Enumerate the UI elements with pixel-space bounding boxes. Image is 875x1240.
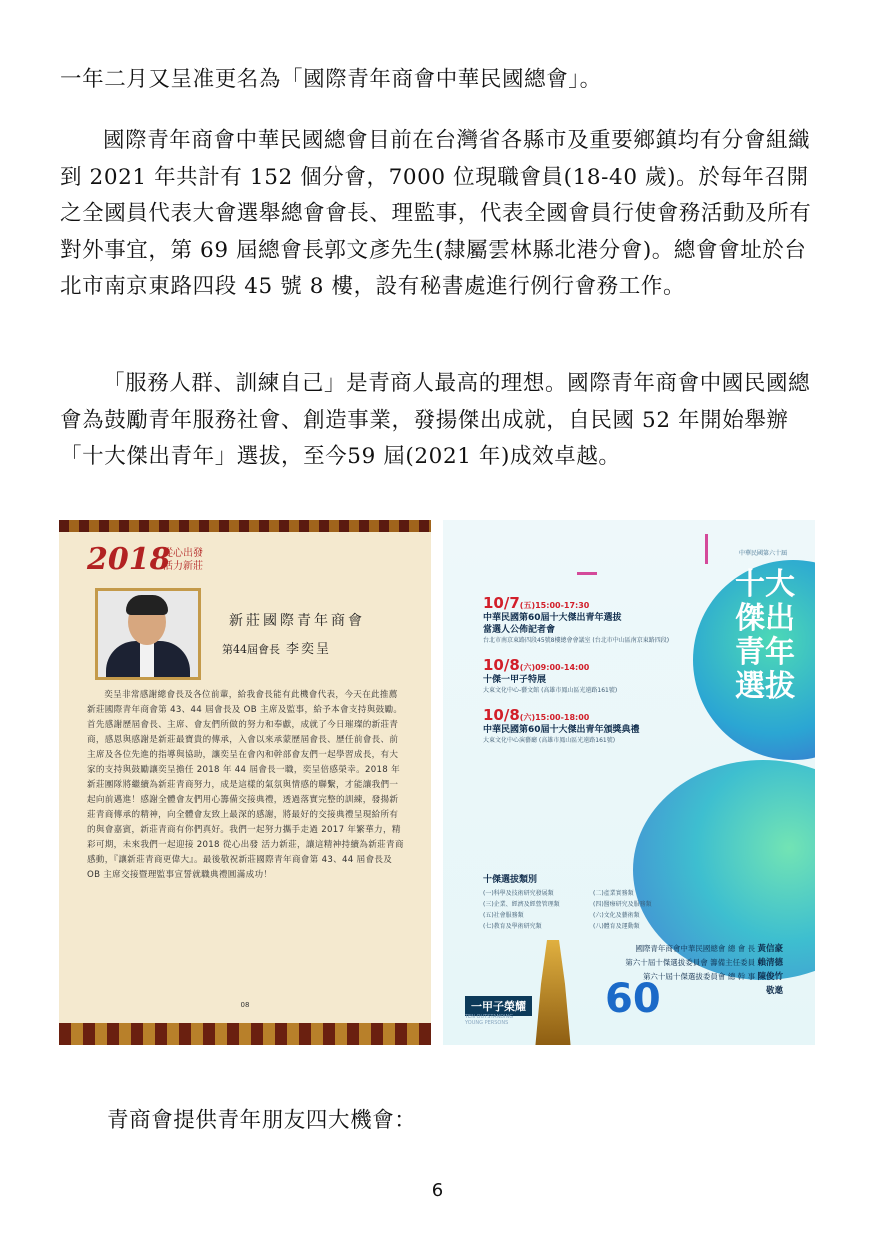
paragraph-ideal: 「服務人群、訓練自己」是青商人最高的理想。國際青年商會中國民國總會為鼓勵青年服務社會、創造事業，發揚傑出成就，自民國 52 年開始舉辦「十大傑出青年」選拔，至今59 屆(2021 年)成效卓越。 (60, 371, 811, 469)
letter-page-number: 08 (240, 1001, 250, 1009)
event-venue: 大東文化中心-藝文館 (高雄市鳳山區光遠路161號) (483, 687, 618, 694)
signer: 第六十屆十傑選拔委員會 籌備主任委員 賴清德 (625, 958, 783, 968)
invite: 敬邀 (765, 986, 783, 996)
decorative-border-top (59, 520, 431, 532)
event-venue: 大東文化中心演藝廳 (高雄市鳳山區光遠路161號) (483, 737, 616, 744)
letter-body: 奕呈非常感謝總會長及各位前輩，給我會長能有此機會代表，今天在此推薦新莊國際青年商會第 43、44 屆會長及 OB 主席及監事，給予本會支持與鼓勵。首先感謝歷屆會長、主席、會友們所做的努力和奉獻，成就了今日璀璨的新莊青商，感恩與感謝是新莊最寶貴的傳承，入會以來承蒙歷屆會長、歷任前會長、前主席及各位先進的指導與協助，讓奕呈在會內和幹部會友們一起學習成長，有大家的支持與鼓勵讓奕呈擔任 2018 年 44 屆會長一職，奕呈倍感榮幸。2018 年新莊團隊將繼續為新莊青商努力，成是這樣的氣氛與情感的聯繫，才能讓我們一起向前邁進！感謝全體會友們用心籌備交接典禮，透過落實完整的訓練，發揚新莊青商傳承的精神，向全體會友致上最深的感謝，將最好的交接典禮呈現給所有的與會嘉賓，新莊青商有你們真好。我們一起努力攜手走過 2017 年繁華力，精彩可期，未來我們一起迎接 2018 從心出發 活力新莊，讓這精神持續為新莊青商感動，『讓新莊青商更偉大』。最後敬祝新莊國際青年商會第 43、44 屆會長及 OB 主席交接暨理監事宣誓就職典禮圓滿成功！ (87, 690, 404, 880)
paragraph-organization: 國際青年商會中華民國總會目前在台灣省各縣市及重要鄉鎮均有分會組織到 2021 年共計有 152 個分會，7000 位現職會員(18-40 歲)。於每年召開之全國員代表大會選舉總會會長、理監事，代表全國會員行使會務活動及所有對外事宜，第 69 屆總會長郭文彥先生(隸屬雲林縣北港分會)。總會會址於台北市南京東路四段 45 號 8 樓，設有秘書處進行例行會務工作。 (60, 128, 812, 299)
paragraph-four-opportunities: 青商會提供青年朋友四大機會： (107, 1108, 417, 1133)
category-item: (三)企業、經濟及經營管理類 (483, 901, 560, 908)
category-item: (八)體育及運動類 (593, 923, 640, 930)
poster-image (443, 520, 815, 1045)
categories-title: 十傑選拔類別 (483, 875, 538, 885)
year-slogan (163, 547, 203, 573)
poster-top-small: 中華民國第六十屆 (739, 550, 788, 557)
event-time: (六)15:00-18:00 (519, 713, 590, 722)
signature (222, 638, 331, 657)
poster-bottom-title: 一甲子榮耀 (465, 996, 532, 1016)
event-time: (六)09:00-14:00 (519, 663, 590, 672)
category-item: (一)科學及技術研究發展類 (483, 890, 554, 897)
poster-signers (563, 942, 783, 998)
category-item: (二)產業實務類 (593, 890, 634, 897)
page-number: 6 (431, 1180, 444, 1201)
poster-vertical-title: 十大傑出青年選拔 (735, 567, 795, 704)
category-item: (七)教育及學術研究類 (483, 923, 542, 930)
letter-image (59, 520, 431, 1045)
categories-list (483, 888, 703, 932)
poster-event (483, 706, 640, 745)
slogan-line-2: 活力新莊 (163, 561, 203, 572)
signature-title: 第44屆會長 (222, 643, 280, 656)
poster-event (483, 594, 669, 645)
event-time: (五)15:00-17:30 (519, 601, 590, 610)
event-title-line2: 當選人公佈記者會 (483, 625, 556, 635)
org-name: 新莊國際青年商會 (229, 613, 365, 629)
category-item: (六)文化及藝術類 (593, 912, 640, 919)
event-date: 10/7 (483, 594, 520, 612)
decorative-border-bottom (59, 1023, 431, 1045)
anniversary-logo: 60 (605, 976, 661, 1022)
president-photo (95, 588, 201, 680)
poster-event (483, 656, 617, 695)
event-title: 中華民國第60屆十大傑出青年頒獎典禮 (483, 725, 640, 735)
category-item: (五)社會服務類 (483, 912, 524, 919)
year-logo: 2018 (87, 542, 171, 577)
signature-name: 李奕呈 (286, 642, 332, 657)
event-title: 十傑一甲子特展 (483, 675, 547, 685)
slogan-line-1: 從心出發 (163, 548, 203, 559)
category-item: (四)醫療研究及服務類 (593, 901, 652, 908)
poster-bottom-english: TEN OUTSTANDING YOUNG PERSONS (465, 1014, 514, 1026)
paragraph-rename: 一年二月又呈准更名為「國際青年商會中華民國總會」。 (60, 67, 602, 92)
signer: 國際青年商會中華民國總會 總 會 長 黃信豪 (635, 944, 783, 954)
event-date: 10/8 (483, 656, 520, 674)
event-date: 10/8 (483, 706, 520, 724)
event-title: 中華民國第60屆十大傑出青年選拔 (483, 613, 622, 623)
event-venue: 台北市南京東路四段45號8樓總會會議室 (台北市中山區南京東路四段) (483, 637, 670, 644)
signer: 第六十屆十傑選拔委員會 總 幹 事 陳俊竹 (642, 972, 783, 982)
